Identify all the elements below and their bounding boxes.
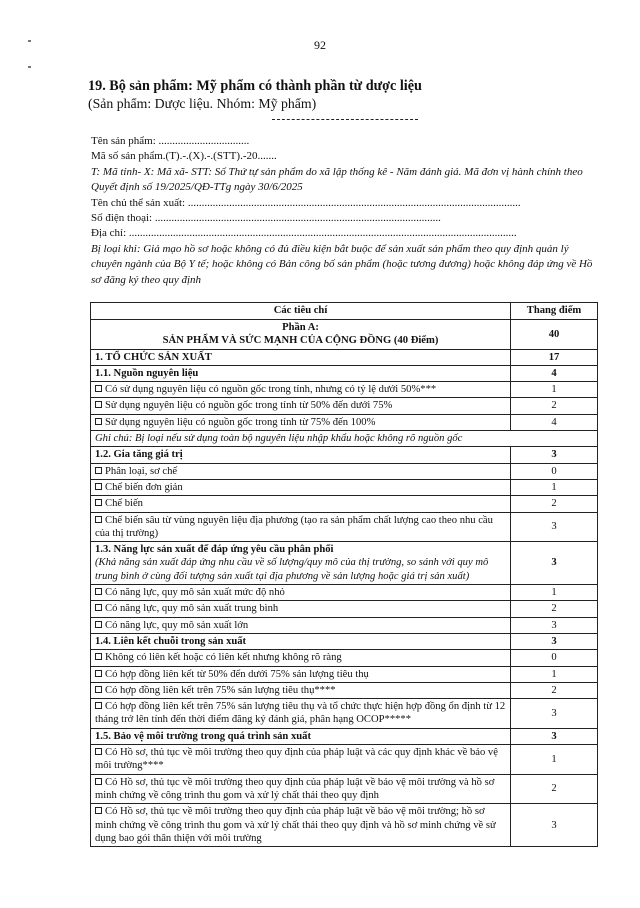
checkbox-icon[interactable] [95,670,102,677]
subsection-points: 3 [511,728,598,744]
subsection-row [91,365,598,381]
option-points: 1 [511,666,598,682]
option-text: Có hợp đồng liên kết từ 50% đến dưới 75% sản lượng tiêu thụ [105,668,369,680]
option-row [91,496,598,512]
scan-speck [28,66,31,68]
option-row [91,774,598,804]
note-text: Ghi chú: Bị loại nếu sử dụng toàn bộ nguyên liệu nhập khẩu hoặc không rõ nguồn gốc [91,431,598,447]
subsection-row [91,447,598,463]
points-column-header: Thang điểm [511,303,598,320]
subsection-row [91,633,598,649]
option-text: Có hợp đồng liên kết trên 75% sản lượng tiêu thụ**** [105,684,336,696]
checkbox-icon[interactable] [95,418,102,425]
checkbox-icon[interactable] [95,807,102,814]
product-code-line: Mã số sản phẩm.(T).-.(X).-.(STT).-20....... [91,150,277,163]
criteria-column-header: Các tiêu chí [91,303,511,320]
part-a-title: SẢN PHẨM VÀ SỨC MẠNH CỦA CỘNG ĐỒNG (40 Điểm) [162,335,439,347]
checkbox-icon[interactable] [95,621,102,628]
disqualify-note: Bị loại khi: Giả mạo hồ sơ hoặc không có đủ điều kiện bắt buộc để sản xuất sản phẩm theo quy định quản lý chuyên ngành của Bộ Y tế; hoặc không có Bản công bố sản phẩm (hoặc tương đương) hoặc không đáp ứng về Hồ sơ đăng ký theo quy định [91,242,593,286]
checkbox-icon[interactable] [95,401,102,408]
dashed-divider [272,119,418,120]
option-row [91,650,598,666]
option-points: 3 [511,804,598,847]
option-text: Có sử dụng nguyên liệu có nguồn gốc trong tỉnh, nhưng có tỷ lệ dưới 50%*** [105,384,437,396]
criteria-table [90,302,598,847]
subsection-row [91,728,598,744]
option-points: 2 [511,774,598,804]
checkbox-icon[interactable] [95,516,102,523]
option-text: Có Hồ sơ, thủ tục về môi trường theo quy định của pháp luật và các quy định khác về bảo vệ môi trường**** [95,747,498,772]
checkbox-icon[interactable] [95,686,102,693]
option-text: Có Hồ sơ, thủ tục về môi trường theo quy định của pháp luật về bảo vệ môi trường; hồ sơ minh chứng về công trình thu gom và xử lý chất thải theo quy định và hồ sơ minh chứng về sử dụng bao gói thân thiện với môi trường [95,806,496,844]
option-row [91,745,598,775]
address-line: Địa chỉ: ............................................................................................................................................. [91,227,517,240]
option-row [91,601,598,617]
part-a-row [91,320,598,350]
option-points: 1 [511,585,598,601]
option-row [91,382,598,398]
option-text: Chế biến [105,498,143,510]
option-row [91,479,598,495]
product-info-block [91,134,601,288]
checkbox-icon[interactable] [95,778,102,785]
part-a-label: Phần A: [282,322,319,333]
table-header-row [91,303,598,320]
checkbox-icon[interactable] [95,588,102,595]
checkbox-icon[interactable] [95,748,102,755]
option-points: 4 [511,414,598,430]
checkbox-icon[interactable] [95,702,102,709]
option-text: Sử dụng nguyên liệu có nguồn gốc trong tỉnh từ 75% đến 100% [105,416,376,428]
checkbox-icon[interactable] [95,604,102,611]
subsection-label: 1.3. Năng lực sản xuất để đáp ứng yêu cầu phân phối [95,544,334,556]
owner-line: Tên chủ thể sản xuất: ......................................................................................................................... [91,196,521,209]
checkbox-icon[interactable] [95,483,102,490]
part-a-points: 40 [511,320,598,350]
option-text: Có năng lực, quy mô sản xuất lớn [105,619,249,631]
option-text: Phân loại, sơ chế [105,465,178,477]
option-row [91,699,598,729]
option-row [91,414,598,430]
option-points: 3 [511,617,598,633]
subsection-label: 1.4. Liên kết chuỗi trong sản xuất [91,633,511,649]
option-text: Không có liên kết hoặc có liên kết nhưng không rõ ràng [105,652,342,664]
checkbox-icon[interactable] [95,499,102,506]
option-points: 2 [511,601,598,617]
subsection-points: 3 [511,447,598,463]
phone-line: Số điện thoại: ........................................................................................................ [91,212,441,225]
checkbox-icon[interactable] [95,653,102,660]
checkbox-icon[interactable] [95,467,102,474]
section-label: 1. TỔ CHỨC SẢN XUẤT [91,349,511,365]
option-points: 2 [511,496,598,512]
option-points: 1 [511,479,598,495]
section-points: 17 [511,349,598,365]
subsection-label: 1.2. Gia tăng giá trị [91,447,511,463]
subsection-points: 4 [511,365,598,381]
subsection-label: 1.1. Nguồn nguyên liệu [91,365,511,381]
option-points: 0 [511,650,598,666]
note-row [91,431,598,447]
option-row [91,804,598,847]
option-row [91,666,598,682]
subsection-label: 1.5. Bảo vệ môi trường trong quá trình sản xuất [91,728,511,744]
option-text: Có năng lực, quy mô sản xuất trung bình [105,603,279,615]
option-row [91,512,598,542]
subsection-row [91,542,598,585]
option-points: 3 [511,512,598,542]
option-points: 0 [511,463,598,479]
subsection-points: 3 [511,633,598,649]
option-row [91,398,598,414]
option-row [91,682,598,698]
option-text: Chế biến đơn giản [105,481,183,493]
option-text: Có Hồ sơ, thủ tục về môi trường theo quy định của pháp luật về bảo vệ môi trường và hồ sơ minh chứng về công trình thu gom và xử lý chất thải theo quy định [95,776,495,801]
product-set-subtitle: (Sản phẩm: Dược liệu. Nhóm: Mỹ phẩm) [88,96,317,111]
option-text: Chế biến sâu từ vùng nguyên liệu địa phương (tạo ra sản phẩm chất lượng cao theo nhu cầu của thị trường) [95,514,493,539]
option-points: 2 [511,682,598,698]
product-code-note: T: Mã tỉnh- X: Mã xã- STT: Số Thứ tự sản phẩm do xã lập thống kê - Năm đánh giá. Mã đơn vị hành chính theo Quyết định số 19/2025/QĐ-TTg ngày 30/6/2025 [91,165,583,194]
product-name-line: Tên sản phẩm: ................................. [91,135,250,147]
option-text: Có năng lực, quy mô sản xuất mức độ nhỏ [105,587,285,599]
checkbox-icon[interactable] [95,385,102,392]
page-number: 92 [314,38,326,52]
option-points: 2 [511,398,598,414]
option-row [91,463,598,479]
option-points: 3 [511,699,598,729]
subsection-description: (Khả năng sản xuất đáp ứng nhu cầu về số lượng/quy mô của thị trường, so sánh với quy mô trung bình ở cùng đối tượng sản xuất tại địa phương về sản lượng hoặc giá trị sản xuất) [95,557,489,582]
option-points: 1 [511,745,598,775]
option-text: Sử dụng nguyên liệu có nguồn gốc trong tỉnh từ 50% đến dưới 75% [105,400,393,412]
option-row [91,617,598,633]
product-set-title: 19. Bộ sản phẩm: Mỹ phẩm có thành phần từ dược liệu [88,78,422,94]
option-row [91,585,598,601]
section-row [91,349,598,365]
option-points: 1 [511,382,598,398]
subsection-points: 3 [511,542,598,585]
option-text: Có hợp đồng liên kết trên 75% sản lượng tiêu thụ và tổ chức thực hiện hợp đồng ổn định từ 12 tháng trở lên tính đến thời điểm đăng ký đánh giá, phân hạng OCOP***** [95,701,506,726]
